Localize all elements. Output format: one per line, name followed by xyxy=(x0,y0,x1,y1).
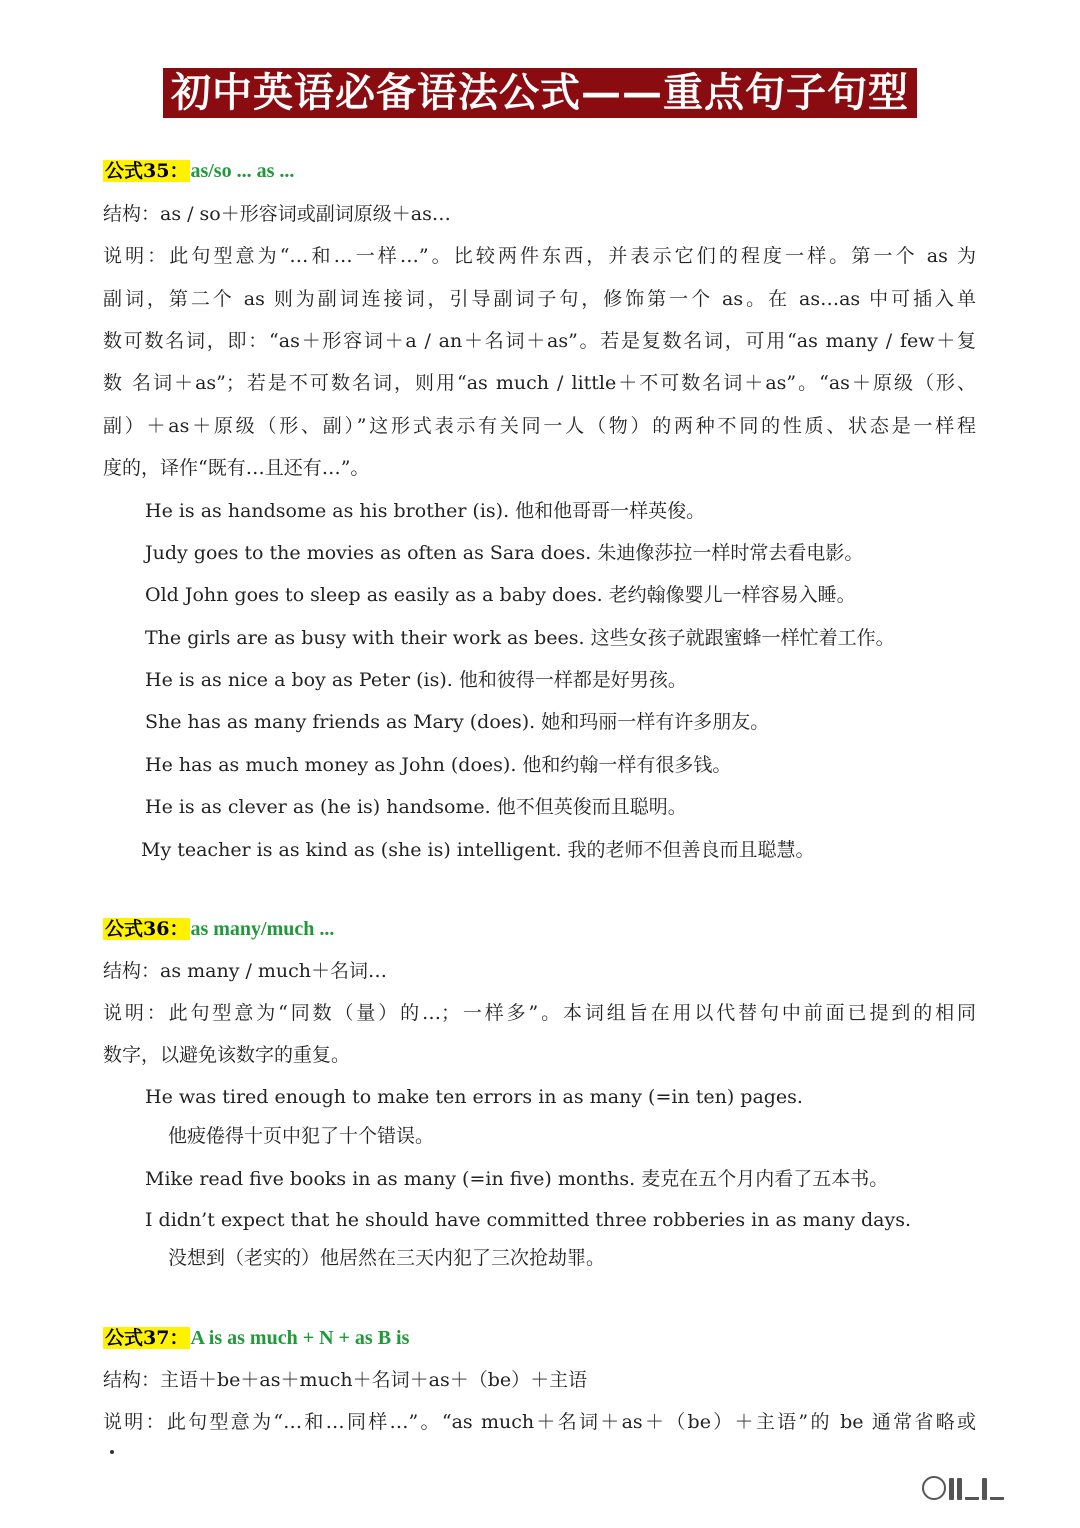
description-line: 说明：此句型意为“同数（量）的…；一样多”。本词组旨在用以代替句中前面已提到的相同 xyxy=(103,1002,976,1024)
bar-icon xyxy=(949,1478,954,1500)
formula-35-heading xyxy=(103,157,294,185)
description-line: 度的，译作“既有…且还有…”。 xyxy=(103,457,370,479)
description-line: 数可数名词，即：“as＋形容词＋a / an＋名词＋as”。若是复数名词，可用“as many / few＋复 xyxy=(103,330,976,352)
example-sentence: He has as much money as John (does). 他和约翰一样有很多钱。 xyxy=(145,754,732,776)
structure-line: 结构：主语＋be＋as＋much＋名词＋as＋（be）＋主语 xyxy=(103,1369,588,1391)
bullet-dot xyxy=(110,1450,114,1454)
example-sentence: I didn’t expect that he should have committed three robberies in as many days. xyxy=(145,1209,912,1231)
example-sentence: He is as clever as (he is) handsome. 他不但英俊而且聪明。 xyxy=(145,796,687,818)
example-sentence: He is as handsome as his brother (is). 他和他哥哥一样英俊。 xyxy=(145,500,706,522)
example-sentence: He was tired enough to make ten errors in as many (=in ten) pages. xyxy=(145,1086,803,1108)
example-sentence: Old John goes to sleep as easily as a baby does. 老约翰像婴儿一样容易入睡。 xyxy=(145,584,856,606)
description-line: 副）＋as＋原级（形、副）”这形式表示有关同一人（物）的两种不同的性质、状态是一样程 xyxy=(103,415,976,437)
formula-tag: 公式37： xyxy=(105,1327,189,1349)
circle-icon xyxy=(922,1476,946,1500)
example-translation: 没想到（老实的）他居然在三天内犯了三次抢劫罪。 xyxy=(168,1247,606,1269)
description-line: 数 名词＋as”；若是不可数名词，则用“as much / little＋不可数名词＋as”。“as＋原级（形、 xyxy=(103,372,976,394)
description-line: 数字，以避免该数字的重复。 xyxy=(103,1044,351,1066)
toolbar-icons xyxy=(922,1478,1004,1500)
underline-icon xyxy=(965,1479,979,1500)
formula-37-heading xyxy=(103,1324,409,1352)
bar-icon xyxy=(957,1478,962,1500)
formula-text: as many/much ... xyxy=(190,918,335,940)
description-line: 说明：此句型意为“…和…同样…”。“as much＋名词＋as＋（be）＋主语”的 be 通常省略或 xyxy=(103,1411,976,1433)
description-line: 副词，第二个 as 则为副词连接词，引导副词子句，修饰第一个 as。在 as…as 中可插入单 xyxy=(103,288,976,310)
example-sentence: Judy goes to the movies as often as Sara does. 朱迪像莎拉一样时常去看电影。 xyxy=(145,542,864,564)
bar-icon xyxy=(982,1478,987,1500)
example-sentence: Mike read five books in as many (=in five) months. 麦克在五个月内看了五本书。 xyxy=(145,1168,889,1190)
example-sentence: She has as many friends as Mary (does). 她和玛丽一样有许多朋友。 xyxy=(145,711,770,733)
formula-36-heading xyxy=(103,915,334,943)
title-banner xyxy=(0,68,1080,118)
formula-text: A is as much + N + as B is xyxy=(190,1327,410,1349)
description-line: 说明：此句型意为“…和…一样…”。比较两件东西，并表示它们的程度一样。第一个 as 为 xyxy=(103,245,976,267)
example-sentence: He is as nice a boy as Peter (is). 他和彼得一样都是好男孩。 xyxy=(145,669,687,691)
page-title: 初中英语必备语法公式——重点句子句型 xyxy=(163,68,917,118)
structure-line: 结构：as many / much＋名词… xyxy=(103,960,388,982)
structure-line: 结构：as / so＋形容词或副词原级＋as… xyxy=(103,203,451,225)
formula-tag: 公式36： xyxy=(105,918,189,940)
example-sentence: The girls are as busy with their work as bees. 这些女孩子就跟蜜蜂一样忙着工作。 xyxy=(145,627,895,649)
formula-tag: 公式35： xyxy=(105,160,189,182)
example-translation: 他疲倦得十页中犯了十个错误。 xyxy=(168,1125,435,1147)
example-sentence: My teacher is as kind as (she is) intelligent. 我的老师不但善良而且聪慧。 xyxy=(141,839,815,861)
formula-text: as/so ... as ... xyxy=(190,160,295,182)
underline-icon xyxy=(990,1479,1004,1500)
